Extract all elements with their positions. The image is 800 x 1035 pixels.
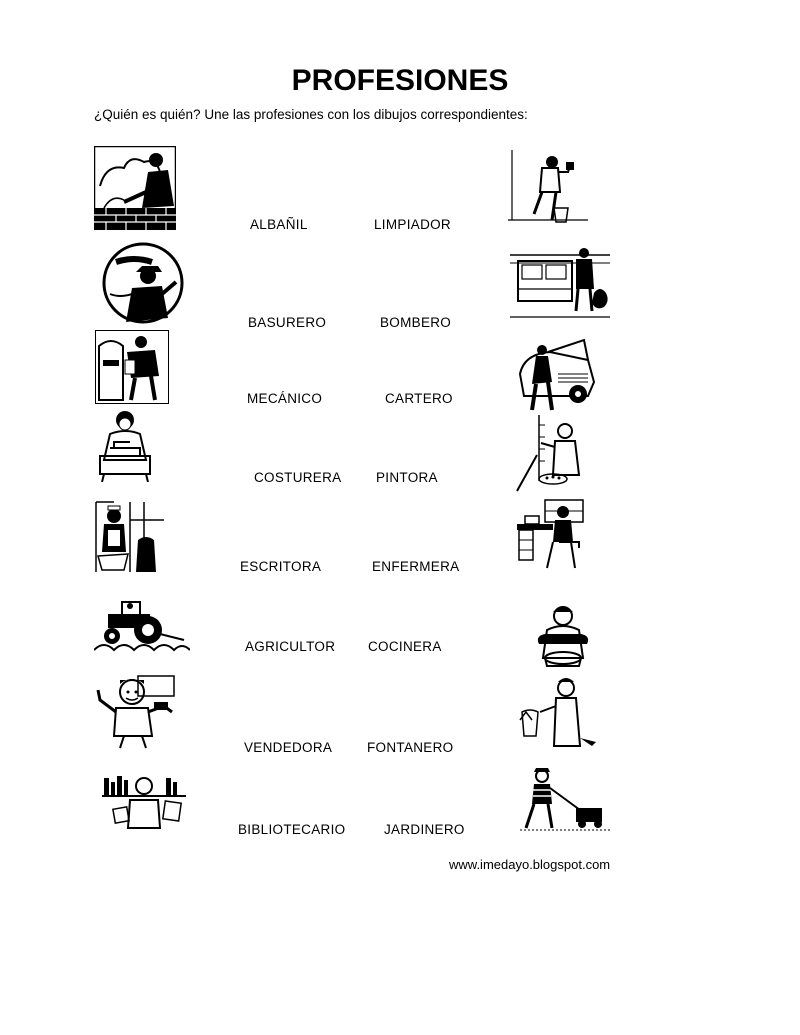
- mail-carrier-icon: [95, 330, 169, 404]
- farmer-tractor-icon: [94, 598, 190, 654]
- profession-word-left: BIBLIOTECARIO: [238, 822, 346, 837]
- profession-word-left: VENDEDORA: [244, 740, 333, 755]
- seamstress-icon: [96, 408, 154, 482]
- profession-word-left: AGRICULTOR: [245, 639, 336, 654]
- garbage-collector-icon: [510, 245, 610, 319]
- profession-word-right: BOMBERO: [380, 315, 452, 330]
- profession-word-left: ESCRITORA: [240, 559, 322, 574]
- page-title: PROFESIONES: [291, 64, 509, 97]
- profession-word-right: ENFERMERA: [372, 559, 460, 574]
- profession-word-right: JARDINERO: [384, 822, 465, 837]
- saleswoman-icon: [518, 676, 600, 748]
- cook-icon: [533, 602, 591, 668]
- plumber-icon: [94, 672, 178, 752]
- profession-word-left: COSTURERA: [254, 470, 342, 485]
- painter-icon: [515, 415, 585, 493]
- mechanic-icon: [518, 334, 596, 412]
- profession-word-left: BASURERO: [248, 315, 327, 330]
- window-cleaner-icon: [508, 150, 588, 230]
- profession-word-right: PINTORA: [376, 470, 438, 485]
- writer-icon: [515, 498, 587, 572]
- profession-word-right: LIMPIADOR: [374, 217, 451, 232]
- profession-word-right: FONTANERO: [367, 740, 454, 755]
- bricklayer-icon: [94, 146, 176, 230]
- profession-word-left: ALBAÑIL: [250, 217, 308, 232]
- librarian-icon: [100, 772, 188, 830]
- nurse-icon: [94, 500, 166, 574]
- profession-word-left: MECÁNICO: [247, 391, 323, 406]
- firefighter-icon: [102, 242, 184, 324]
- instructions-text: ¿Quién es quién? Une las profesiones con los dibujos correspondientes:: [94, 107, 528, 122]
- profession-word-right: COCINERA: [368, 639, 442, 654]
- footer-url: www.imedayo.blogspot.com: [449, 857, 611, 872]
- gardener-icon: [520, 766, 610, 832]
- profession-word-right: CARTERO: [385, 391, 453, 406]
